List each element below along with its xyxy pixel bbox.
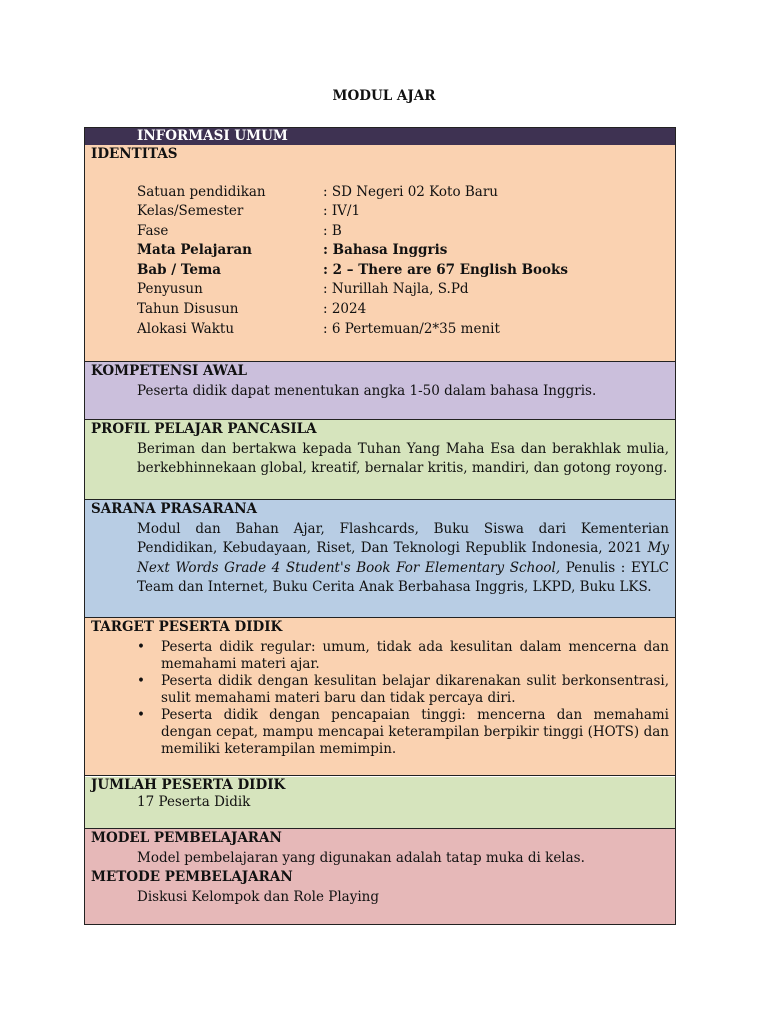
section-target-peserta	[85, 618, 675, 776]
row-key: Bab / Tema	[137, 261, 222, 278]
identitas-row	[137, 280, 675, 300]
bullet-icon: •	[137, 707, 145, 723]
profil-heading: PROFIL PELAJAR PANCASILA	[91, 421, 317, 437]
list-item-text: Peserta didik dengan pencapaian tinggi: mencerna dan memahami dengan cepat, mampu mencapai keterampilan berpikir tinggi (HOTS) dan memiliki keterampilan memimpin.	[161, 707, 669, 757]
row-key: Alokasi Waktu	[137, 320, 235, 337]
sarana-text-before: Modul dan Bahan Ajar, Flashcards, Buku Siswa dari Kementerian Pendidikan, Kebudayaan, Riset, Dan Teknologi Republik Indonesia, 2021	[137, 520, 669, 556]
identitas-row	[137, 300, 675, 320]
bullet-icon: •	[137, 673, 145, 689]
identitas-heading: IDENTITAS	[91, 146, 178, 162]
list-item-text: Peserta didik regular: umum, tidak ada kesulitan dalam mencerna dan memahami materi ajar.	[161, 639, 669, 672]
list-item	[137, 639, 669, 673]
target-heading: TARGET PESERTA DIDIK	[91, 619, 283, 635]
section-kompetensi-awal	[85, 362, 675, 420]
identitas-row	[137, 202, 675, 222]
info-table	[84, 127, 676, 925]
sarana-text-after: Penulis : EYLC Team dan Internet, Buku Cerita Anak Berbahasa Inggris, LKPD, Buku LKS.	[137, 559, 670, 595]
metode-heading: METODE PEMBELAJARAN	[91, 869, 293, 885]
identitas-row	[137, 320, 675, 340]
section-profil-pelajar	[85, 420, 675, 500]
model-heading: MODEL PEMBELAJARAN	[91, 830, 282, 846]
bullet-icon: •	[137, 639, 145, 655]
sarana-book-title: My Next Words Grade 4 Student's Book For Elementary School,	[137, 540, 669, 576]
list-item-text: Peserta didik dengan kesulitan belajar dikarenakan sulit berkonsentrasi, sulit memahami materi baru dan tidak percaya diri.	[161, 673, 669, 706]
sarana-text	[85, 520, 675, 598]
kompetensi-heading: KOMPETENSI AWAL	[91, 363, 248, 379]
model-text: Model pembelajaran yang digunakan adalah tatap muka di kelas.	[137, 849, 585, 866]
row-key: Tahun Disusun	[137, 301, 239, 318]
section-identitas	[85, 145, 675, 362]
list-item	[137, 707, 669, 758]
section-header-informasi-umum: INFORMASI UMUM	[85, 128, 675, 145]
identitas-row	[137, 222, 675, 242]
profil-text: Beriman dan bertakwa kepada Tuhan Yang Maha Esa dan berakhlak mulia, berkebhinnekaan global, kreatif, bernalar kritis, mandiri, dan gotong royong.	[137, 440, 669, 476]
row-value: : 2024	[323, 301, 367, 318]
row-value: : 6 Pertemuan/2*35 menit	[323, 320, 500, 337]
kompetensi-text: Peserta didik dapat menentukan angka 1-50 dalam bahasa Inggris.	[137, 382, 597, 399]
row-value: : 2 – There are 67 English Books	[323, 261, 569, 278]
row-key: Fase	[137, 222, 169, 239]
row-value: : B	[323, 222, 342, 239]
target-list	[85, 639, 675, 758]
row-key: Satuan pendidikan	[137, 183, 266, 200]
document-title: MODUL AJAR	[332, 88, 436, 104]
list-item	[137, 673, 669, 707]
row-value: : SD Negeri 02 Koto Baru	[323, 183, 498, 200]
metode-text: Diskusi Kelompok dan Role Playing	[137, 888, 379, 905]
row-key: Kelas/Semester	[137, 203, 244, 220]
section-model-pembelajaran	[85, 829, 675, 924]
row-key: Mata Pelajaran	[137, 242, 252, 259]
section-jumlah-peserta	[85, 777, 675, 829]
sarana-heading: SARANA PRASARANA	[91, 501, 258, 517]
identitas-rows	[85, 183, 675, 340]
jumlah-text: 17 Peserta Didik	[137, 794, 251, 810]
row-value: : Bahasa Inggris	[323, 242, 448, 259]
row-value: : Nurillah Najla, S.Pd	[323, 281, 469, 298]
jumlah-heading: JUMLAH PESERTA DIDIK	[91, 777, 286, 793]
identitas-row	[137, 183, 675, 203]
section-sarana-prasarana	[85, 500, 675, 618]
row-key: Penyusun	[137, 281, 203, 298]
identitas-row	[137, 241, 675, 261]
identitas-row	[137, 261, 675, 281]
row-value: : IV/1	[323, 203, 361, 220]
